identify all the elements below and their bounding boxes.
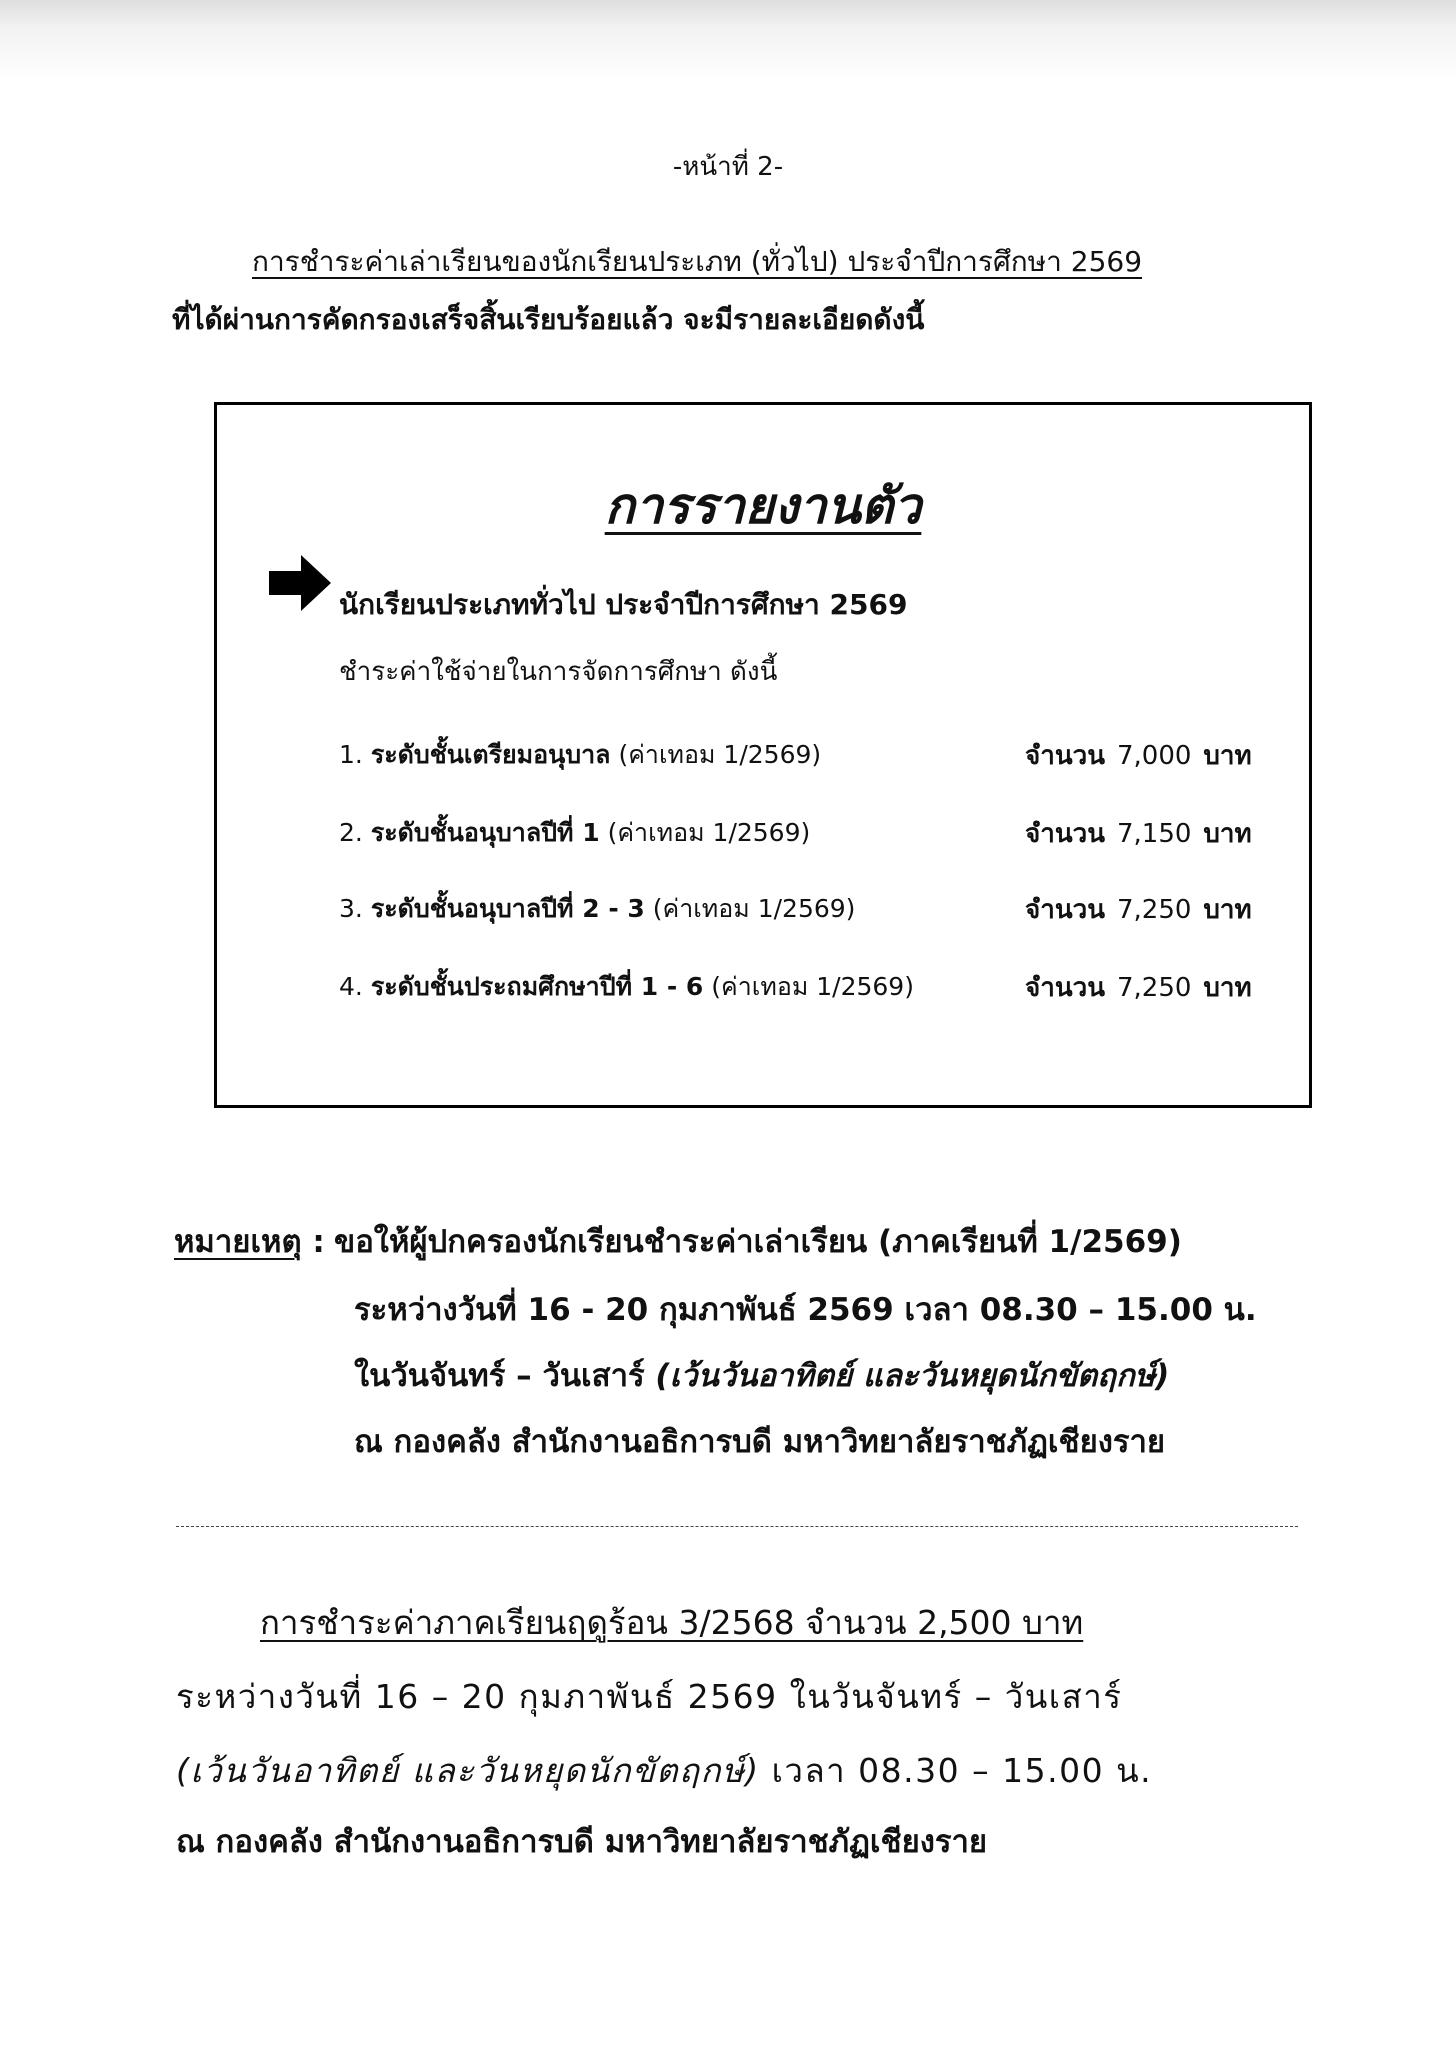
note-label: หมายเหตุ [174, 1224, 302, 1260]
fee-level: ระดับชั้นอนุบาลปีที่ 2 - 3 [370, 894, 645, 923]
note-label-row [174, 1216, 325, 1266]
summer-line-3: ณ กองคลัง สำนักงานอธิการบดี มหาวิทยาลัยราชภัฏเชียงราย [176, 1824, 988, 1860]
dashed-divider [176, 1526, 1298, 1527]
note-line-1: ขอให้ผู้ปกครองนักเรียนชำระค่าเล่าเรียน (ภาคเรียนที่ 1/2569) [334, 1224, 1182, 1260]
report-box [214, 402, 1312, 1108]
fee-term: (ค่าเทอม 1/2569) [607, 818, 811, 847]
fee-item-2 [339, 813, 810, 853]
fee-item-4 [339, 967, 914, 1007]
summer-holiday-exception: (เว้นวันอาทิตย์ และวันหยุดนักขัตฤกษ์) [176, 1751, 760, 1790]
amount-unit: บาท [1203, 895, 1252, 925]
fee-term: (ค่าเทอม 1/2569) [618, 740, 822, 769]
amount-unit: บาท [1203, 819, 1252, 849]
fee-number: 1. [339, 740, 363, 769]
note-line-2: ระหว่างวันที่ 16 - 20 กุมภาพันธ์ 2569 เวลา 08.30 – 15.00 น. [354, 1292, 1257, 1328]
amount-value: 7,250 [1116, 973, 1192, 1003]
amount-label: จำนวน [1025, 973, 1105, 1003]
fee-amount-4 [1025, 967, 1252, 1008]
fee-level: ระดับชั้นเตรียมอนุบาล [370, 740, 611, 769]
fee-amount-1 [1025, 735, 1252, 776]
fee-number: 2. [339, 818, 363, 847]
report-title: การรายงานตัว [604, 477, 922, 535]
amount-label: จำนวน [1025, 895, 1105, 925]
fee-term: (ค่าเทอม 1/2569) [652, 894, 856, 923]
summer-line-1: ระหว่างวันที่ 16 – 20 กุมภาพันธ์ 2569 ในวันจันทร์ – วันเสาร์ [176, 1677, 1123, 1716]
scan-top-shadow [0, 0, 1456, 80]
intro-heading: การชำระค่าเล่าเรียนของนักเรียนประเภท (ทั่วไป) ประจำปีการศึกษา 2569 [252, 245, 1143, 278]
note-days: ในวันจันทร์ – วันเสาร์ [354, 1358, 656, 1394]
fee-item-1 [339, 735, 821, 775]
summer-line-2 [176, 1744, 1152, 1797]
fee-term: (ค่าเทอม 1/2569) [711, 972, 914, 1001]
fee-number: 3. [339, 894, 363, 923]
fee-amount-2 [1025, 813, 1252, 854]
fee-level: ระดับชั้นประถมศึกษาปีที่ 1 - 6 [370, 972, 704, 1001]
page-number: -หน้าที่ 2- [672, 152, 784, 182]
amount-label: จำนวน [1025, 741, 1105, 771]
note-line-4: ณ กองคลัง สำนักงานอธิการบดี มหาวิทยาลัยราชภัฏเชียงราย [354, 1424, 1166, 1460]
summer-time: เวลา 08.30 – 15.00 น. [759, 1751, 1153, 1790]
fee-item-3 [339, 889, 855, 929]
arrow-right-icon [269, 555, 331, 611]
note-line-3 [354, 1350, 1169, 1400]
intro-subheading: ที่ได้ผ่านการคัดกรองเสร็จสิ้นเรียบร้อยแล้ว จะมีรายละเอียดดังนี้ [172, 303, 925, 336]
fee-number: 4. [339, 972, 363, 1001]
amount-label: จำนวน [1025, 819, 1105, 849]
fee-amount-3 [1025, 889, 1252, 930]
amount-value: 7,250 [1116, 895, 1192, 925]
summer-fee-title: การชำระค่าภาคเรียนฤดูร้อน 3/2568 จำนวน 2,500 บาท [260, 1603, 1084, 1642]
fee-level: ระดับชั้นอนุบาลปีที่ 1 [370, 818, 600, 847]
note-holiday-exception: (เว้นวันอาทิตย์ และวันหยุดนักขัตฤกษ์) [655, 1358, 1170, 1394]
amount-value: 7,150 [1116, 819, 1192, 849]
student-group-title: นักเรียนประเภททั่วไป ประจำปีการศึกษา 2569 [339, 588, 908, 621]
note-separator: : [301, 1224, 325, 1260]
student-group-subtitle: ชำระค่าใช้จ่ายในการจัดการศึกษา ดังนี้ [339, 657, 778, 687]
amount-unit: บาท [1203, 741, 1252, 771]
amount-value: 7,000 [1116, 741, 1192, 771]
amount-unit: บาท [1203, 973, 1252, 1003]
